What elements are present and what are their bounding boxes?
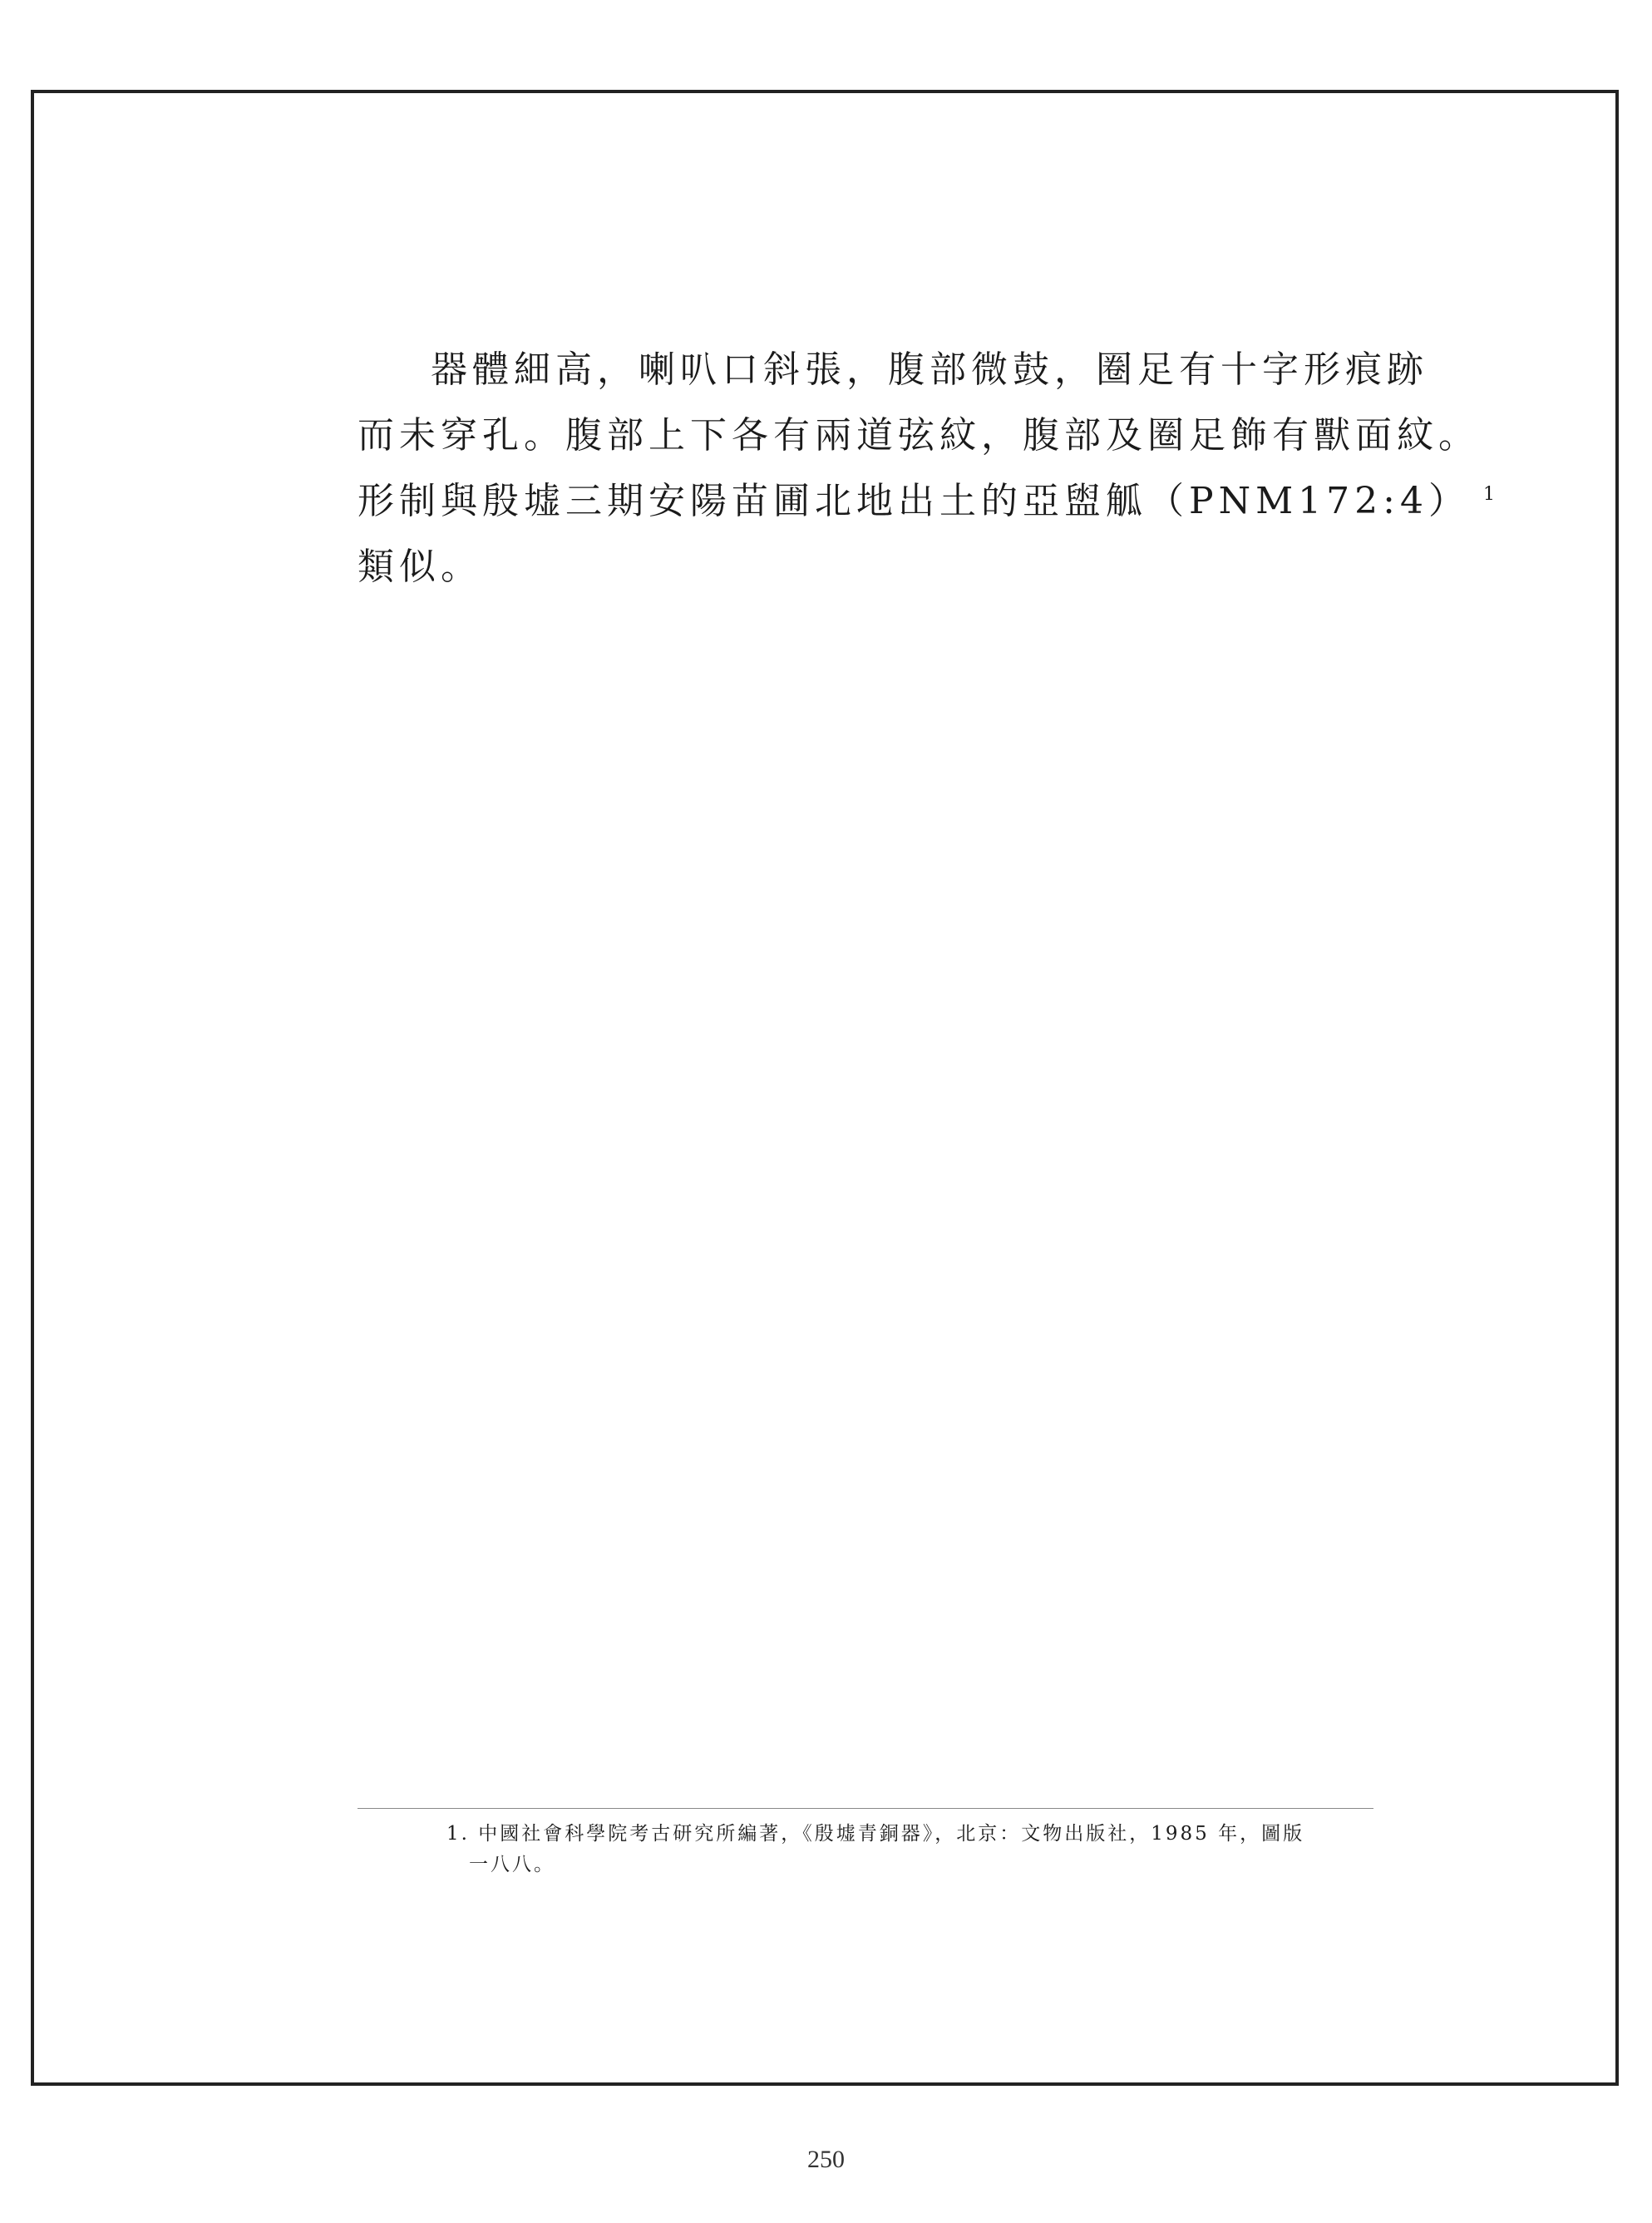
footnote-line-1: 1. 中國社會科學院考古研究所編著，《殷墟青銅器》，北京：文物出版社，1985 年，圖版 <box>446 1823 1305 1845</box>
page-number: 250 <box>807 2146 845 2173</box>
body-paragraph <box>358 337 1495 600</box>
body-line-1: 器體細高，喇叭口斜張，腹部微鼓，圈足有十字形痕跡 <box>431 348 1428 391</box>
body-line-4: 類似。 <box>358 546 482 588</box>
footnote-divider <box>358 1808 1373 1809</box>
footnote-reference[interactable]: 1 <box>1482 484 1495 506</box>
body-line-3-text: 形制與殷墟三期安陽苗圃北地出土的亞盥觚（PNM172:4） <box>358 480 1470 522</box>
footnote-line-2: 一八八。 <box>469 1854 555 1875</box>
body-line-2: 而未穿孔。腹部上下各有兩道弦紋，腹部及圈足飾有獸面紋。 <box>358 414 1480 457</box>
body-line-3 <box>358 468 1495 534</box>
footnote <box>446 1819 1378 1880</box>
